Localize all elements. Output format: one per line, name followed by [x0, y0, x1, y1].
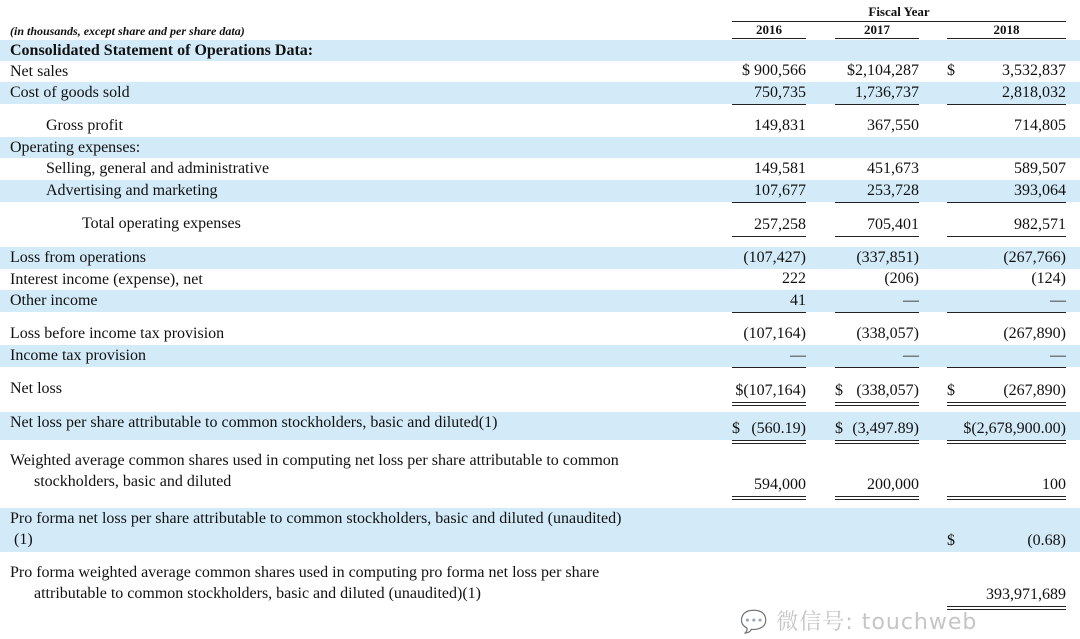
value-cell-2016 — [732, 213, 806, 237]
value: 253,728 — [867, 182, 919, 199]
value-cell-2016 — [732, 82, 806, 105]
value: (267,890) — [1003, 325, 1066, 342]
value: 705,401 — [867, 216, 919, 233]
table-row — [0, 345, 1080, 367]
value-cell-2016 — [732, 247, 806, 269]
value-cell-2016 — [732, 323, 806, 345]
value: — — [1050, 347, 1066, 364]
value: (267,890) — [1003, 382, 1066, 399]
value: 750,735 — [754, 84, 806, 101]
value: 393,064 — [1014, 182, 1066, 199]
year-2016: 2016 — [732, 22, 806, 39]
value: — — [903, 347, 919, 364]
value-cell-2018 — [947, 213, 1066, 237]
value: (107,164) — [743, 325, 806, 342]
row-label: Net loss per share attributable to common stockholders, basic and diluted(1) — [10, 414, 498, 431]
value-cell-2016 — [732, 180, 806, 203]
value: 594,000 — [754, 476, 806, 493]
value-cell-2017 — [835, 378, 919, 406]
row-label: Consolidated Statement of Operations Data: — [10, 42, 314, 59]
value-cell-2016 — [732, 158, 806, 180]
value: (560.19) — [751, 420, 806, 437]
value: (124) — [1031, 270, 1066, 287]
table-row — [0, 450, 1080, 496]
value: 589,507 — [1014, 160, 1066, 177]
value: (267,766) — [1003, 249, 1066, 266]
watermark-text: 微信号: touchweb — [776, 610, 978, 635]
value-cell-2017 — [835, 412, 919, 444]
row-label: Net sales — [10, 63, 69, 80]
row-label: Interest income (expense), net — [10, 271, 203, 288]
value: 200,000 — [867, 476, 919, 493]
value-cell-2017 — [835, 115, 919, 137]
value: 41 — [790, 292, 806, 309]
value: 257,258 — [754, 216, 806, 233]
dollar-sign: $ — [835, 420, 843, 437]
row-label: Advertising and marketing — [46, 182, 218, 199]
value-cell-2018 — [947, 158, 1066, 180]
value-cell-2018 — [947, 412, 1066, 444]
dollar-sign: $ — [835, 382, 843, 399]
table-row — [0, 269, 1080, 290]
value-cell-2017 — [835, 82, 919, 105]
value: (337,851) — [856, 249, 919, 266]
value: 222 — [782, 270, 806, 287]
wechat-icon: 💬 — [740, 610, 769, 635]
value-cell-2018 — [947, 450, 1066, 500]
value-cell-2018 — [947, 269, 1066, 290]
value-cell-2018 — [947, 115, 1066, 137]
value: $(2,678,900.00) — [963, 420, 1066, 437]
wechat-watermark — [740, 610, 977, 636]
row-label: Income tax provision — [10, 347, 146, 364]
value: (3,497.89) — [852, 420, 919, 437]
value: — — [1050, 292, 1066, 309]
value-cell-2018 — [947, 82, 1066, 105]
value: (0.68) — [1027, 532, 1066, 549]
value-cell-2016 — [732, 412, 806, 444]
row-label: Pro forma weighted average common shares used in computing pro forma net loss per share attributable to common stockholders, basic and diluted (unaudited)(1) — [10, 564, 600, 602]
value-cell-2018 — [947, 180, 1066, 203]
table-row — [0, 323, 1080, 345]
row-label: Loss before income tax provision — [10, 325, 225, 342]
value-cell-2016 — [732, 269, 806, 290]
value: 714,805 — [1014, 117, 1066, 134]
value: (206) — [884, 270, 919, 287]
value: $(107,164) — [735, 382, 806, 399]
dollar-sign: $ — [947, 532, 955, 549]
value-cell-2017 — [835, 290, 919, 313]
table-row — [0, 137, 1080, 158]
value: (338,057) — [856, 382, 919, 399]
table-row — [0, 61, 1080, 82]
value: 451,673 — [867, 160, 919, 177]
table-row — [0, 213, 1080, 236]
value: 982,571 — [1014, 216, 1066, 233]
row-label: Gross profit — [46, 117, 123, 134]
value: — — [790, 347, 806, 364]
value-cell-2018 — [947, 562, 1066, 610]
value: 2,818,032 — [1002, 84, 1066, 101]
row-label: Net loss — [10, 380, 62, 397]
value-cell-2017 — [835, 269, 919, 290]
row-label: Cost of goods sold — [10, 84, 130, 101]
table-row — [0, 508, 1080, 552]
units-note: (in thousands, except share and per share data) — [10, 24, 245, 38]
table-row — [0, 290, 1080, 312]
fiscal-year-heading: Fiscal Year — [732, 4, 1066, 22]
value-cell-2018 — [947, 247, 1066, 269]
value: 367,550 — [867, 117, 919, 134]
table-row — [0, 82, 1080, 104]
table-row — [0, 115, 1080, 137]
value: $ 900,566 — [742, 62, 806, 79]
dollar-sign: $ — [732, 420, 740, 437]
row-label: Operating expenses: — [10, 139, 141, 156]
value-cell-2017 — [835, 61, 919, 82]
value-cell-2018 — [947, 61, 1066, 82]
table-row — [0, 180, 1080, 202]
value: 149,581 — [754, 160, 806, 177]
value-cell-2016 — [732, 450, 806, 500]
value: 3,532,837 — [1002, 62, 1066, 79]
dollar-sign: $ — [947, 62, 955, 79]
year-2018: 2018 — [947, 22, 1066, 39]
table-row — [0, 562, 1080, 606]
value-cell-2017 — [835, 158, 919, 180]
value: 107,677 — [754, 182, 806, 199]
value-cell-2018 — [947, 378, 1066, 406]
value-cell-2018 — [947, 323, 1066, 345]
row-label: Selling, general and administrative — [46, 160, 270, 177]
value-cell-2017 — [835, 213, 919, 237]
value: $2,104,287 — [847, 62, 919, 79]
value: 149,831 — [754, 117, 806, 134]
value-cell-2016 — [732, 345, 806, 368]
value-cell-2016 — [732, 61, 806, 82]
value-cell-2017 — [835, 323, 919, 345]
row-label: Loss from operations — [10, 249, 146, 266]
table-row — [0, 40, 1080, 61]
value-cell-2016 — [732, 290, 806, 313]
value: 393,971,689 — [986, 586, 1066, 603]
value-cell-2018 — [947, 345, 1066, 368]
value-cell-2017 — [835, 247, 919, 269]
year-2017: 2017 — [835, 22, 919, 39]
value-cell-2017 — [835, 345, 919, 368]
dollar-sign: $ — [947, 382, 955, 399]
value: (338,057) — [856, 325, 919, 342]
row-label: Pro forma net loss per share attributable to common stockholders, basic and diluted (unaudited) (1) — [10, 510, 622, 548]
table-row — [0, 158, 1080, 180]
value-cell-2018 — [947, 508, 1066, 552]
row-label: Total operating expenses — [82, 215, 241, 232]
value-cell-2018 — [947, 290, 1066, 313]
value: — — [903, 292, 919, 309]
value-cell-2017 — [835, 450, 919, 500]
table-row — [0, 412, 1080, 440]
table-row — [0, 378, 1080, 402]
row-label: Weighted average common shares used in computing net loss per share attributable to common stockholders, basic and diluted — [10, 452, 619, 490]
value-cell-2017 — [835, 180, 919, 203]
value: 100 — [1042, 476, 1066, 493]
value: 1,736,737 — [855, 84, 919, 101]
table-row — [0, 247, 1080, 269]
value: (107,427) — [743, 249, 806, 266]
value-cell-2016 — [732, 378, 806, 406]
value-cell-2016 — [732, 115, 806, 137]
row-label: Other income — [10, 292, 98, 309]
